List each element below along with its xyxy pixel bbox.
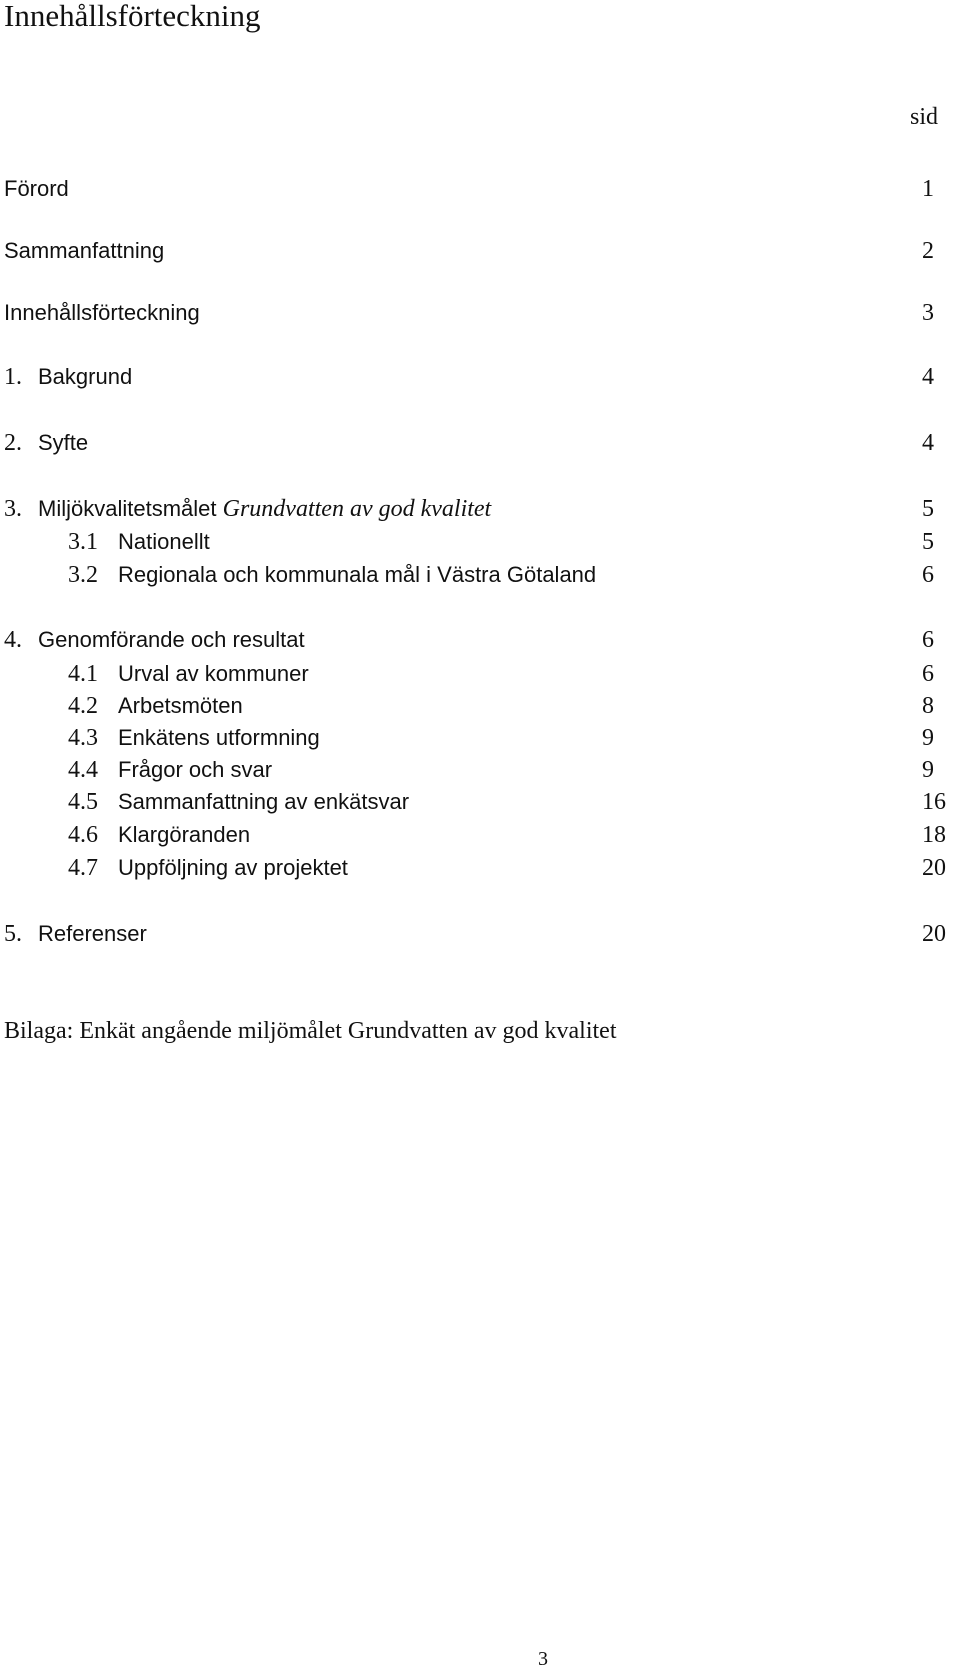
toc-entry-referenser[interactable]	[0, 919, 960, 949]
toc-entry-page: 9	[922, 757, 934, 783]
toc-entry-title: Referenser	[38, 921, 147, 946]
toc-entry-page: 20	[922, 855, 946, 881]
toc-entry-page: 6	[922, 562, 934, 588]
toc-entry-bakgrund[interactable]	[0, 362, 960, 392]
toc-entry-number: 3.1	[68, 529, 98, 555]
toc-entry-page: 20	[922, 921, 946, 947]
toc-entry-genomforande[interactable]	[0, 625, 960, 655]
toc-entry-title: Bakgrund	[38, 364, 133, 389]
toc-entry-title: Sammanfattning	[4, 238, 165, 263]
toc-entry-uppfoljning[interactable]	[0, 853, 960, 883]
toc-entry-title: Regionala och kommunala mål i Västra Götaland	[118, 562, 597, 587]
toc-entry-title: Arbetsmöten	[118, 693, 243, 718]
toc-entry-page: 9	[922, 725, 934, 751]
toc-entry-title-plain: Miljökvalitetsmålet	[38, 496, 217, 521]
toc-entry-page: 5	[922, 496, 934, 522]
toc-entry-number: 4.1	[68, 661, 98, 687]
toc-entry-regionala-mal[interactable]	[0, 560, 960, 590]
toc-entry-page: 6	[922, 661, 934, 687]
toc-entry-innehallsforteckning[interactable]	[0, 298, 960, 328]
toc-entry-number: 4.4	[68, 757, 98, 783]
toc-entry-number: 5.	[4, 921, 22, 947]
toc-entry-number: 4.6	[68, 822, 98, 848]
toc-entry-title: Innehållsförteckning	[4, 300, 200, 325]
toc-entry-urval[interactable]	[0, 659, 960, 689]
toc-entry-number: 2.	[4, 430, 22, 456]
toc-entry-number: 3.	[4, 496, 22, 522]
toc-entry-page: 6	[922, 627, 934, 653]
toc-entry-title-italic: Grundvatten av god kvalitet	[222, 496, 492, 522]
toc-entry-page: 8	[922, 693, 934, 719]
toc-entry-page: 3	[922, 300, 934, 326]
toc-entry-forord[interactable]	[0, 174, 960, 204]
toc-entry-page: 4	[922, 430, 934, 456]
toc-entry-title: Nationellt	[118, 529, 210, 554]
toc-entry-title: Sammanfattning av enkätsvar	[118, 789, 410, 814]
toc-entry-number: 1.	[4, 364, 22, 390]
toc-entry-title: Uppföljning av projektet	[118, 855, 348, 880]
toc-entry-number: 4.7	[68, 855, 98, 881]
page-title: Innehållsförteckning	[4, 0, 261, 33]
toc-entry-number: 4.3	[68, 725, 98, 751]
toc-entry-page: 18	[922, 822, 946, 848]
toc-entry-number: 4.5	[68, 789, 98, 815]
toc-entry-number: 3.2	[68, 562, 98, 588]
toc-entry-page: 4	[922, 364, 934, 390]
toc-entry-syfte[interactable]	[0, 428, 960, 458]
toc-entry-klargoranden[interactable]	[0, 820, 960, 850]
toc-entry-page: 16	[922, 789, 946, 815]
toc-entry-enkatens-utformning[interactable]	[0, 723, 960, 753]
toc-entry-number: 4.	[4, 627, 22, 653]
toc-entry-fragor-och-svar[interactable]	[0, 755, 960, 785]
page-number: 3	[538, 1648, 548, 1670]
toc-entry-sammanfattning-enkatsvar[interactable]	[0, 787, 960, 817]
toc-entry-title: Urval av kommuner	[118, 661, 309, 686]
toc-entry-page: 2	[922, 238, 934, 264]
toc-entry-page: 5	[922, 529, 934, 555]
page-column-header: sid	[909, 104, 938, 130]
toc-entry-title: Genomförande och resultat	[38, 627, 305, 652]
toc-entry-title: Klargöranden	[118, 822, 251, 847]
toc-entry-number: 4.2	[68, 693, 98, 719]
appendix-entry[interactable]: Bilaga: Enkät angående miljömålet Grundvatten av god kvalitet	[4, 1018, 617, 1044]
toc-entry-page: 1	[922, 176, 934, 202]
toc-entry-title: Enkätens utformning	[118, 725, 320, 750]
toc-entry-title: Syfte	[38, 430, 89, 455]
toc-entry-title	[38, 494, 491, 524]
toc-entry-title: Frågor och svar	[118, 757, 273, 782]
toc-entry-sammanfattning[interactable]	[0, 236, 960, 266]
toc-entry-nationellt[interactable]	[0, 527, 960, 557]
toc-entry-miljokvalitetsmalet[interactable]	[0, 494, 960, 524]
toc-entry-title: Förord	[4, 176, 69, 201]
toc-entry-arbetsmoten[interactable]	[0, 691, 960, 721]
